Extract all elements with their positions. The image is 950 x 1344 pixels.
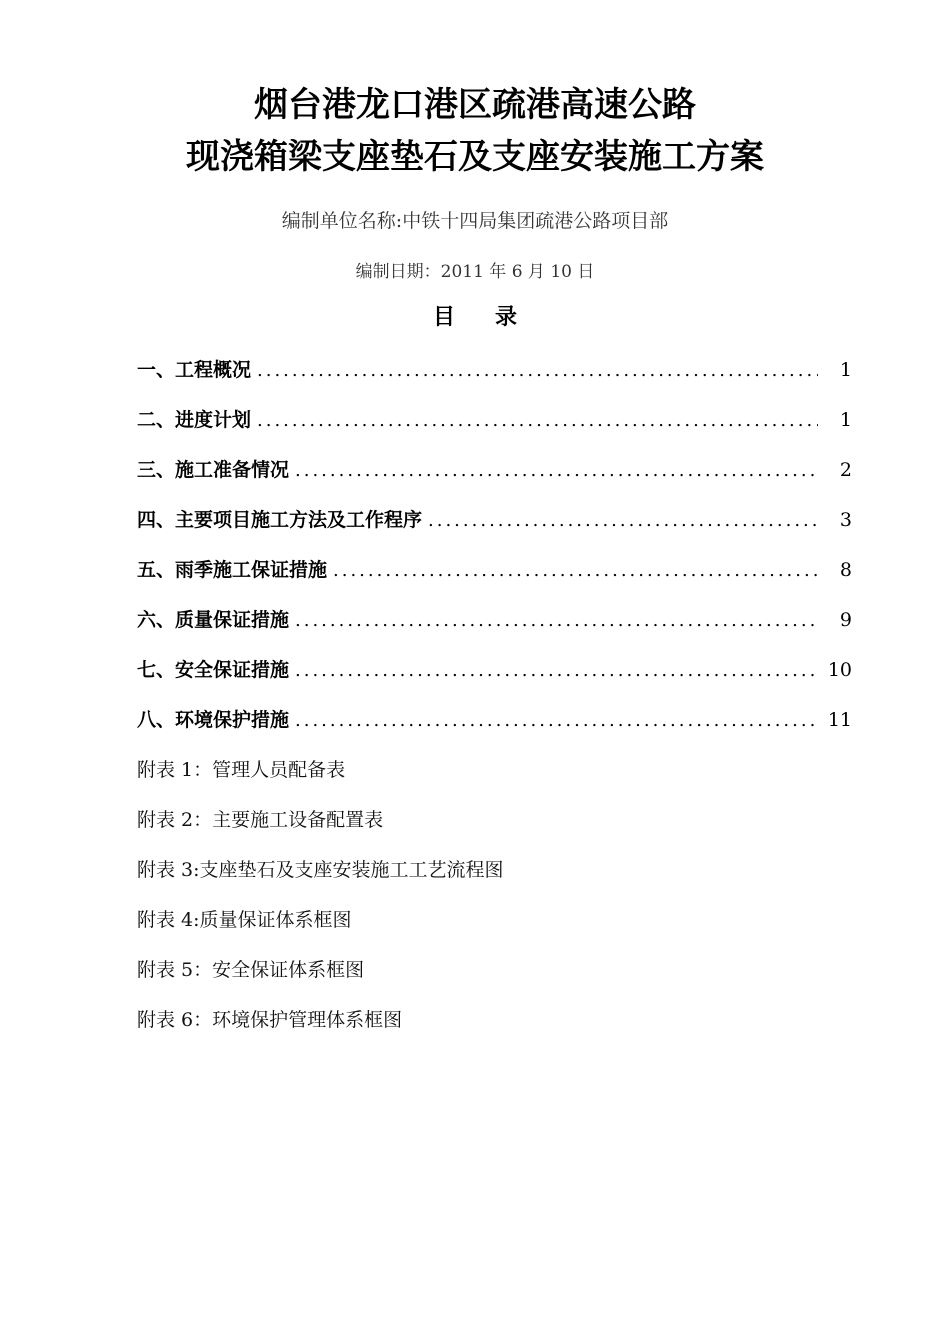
date-line: 编制日期：2011 年 6 月 10 日 bbox=[355, 262, 595, 282]
toc-leader-dots bbox=[251, 353, 818, 389]
organization-line: 编制单位名称:中铁十四局集团疏港公路项目部 bbox=[281, 210, 669, 232]
document-title-line1: 烟台港龙口港区疏港高速公路 bbox=[254, 85, 696, 125]
toc-entry-page: 2 bbox=[839, 459, 852, 481]
table-of-contents bbox=[137, 352, 852, 752]
toc-entry-label: 四、主要项目施工方法及工作程序 bbox=[137, 509, 423, 531]
appendix-item: 附表 3:支座垫石及支座安装施工工艺流程图 bbox=[137, 859, 504, 881]
toc-entry-page: 1 bbox=[839, 359, 852, 381]
toc-leader-dots bbox=[251, 403, 818, 439]
appendix-item: 附表 2：主要施工设备配置表 bbox=[137, 809, 384, 831]
toc-entry-label: 一、工程概况 bbox=[137, 359, 252, 381]
toc-leader-dots bbox=[289, 703, 818, 739]
appendix-item: 附表 1：管理人员配备表 bbox=[137, 759, 346, 781]
toc-entry-page: 9 bbox=[839, 609, 852, 631]
toc-entry-label: 三、施工准备情况 bbox=[137, 459, 290, 481]
toc-leader-dots bbox=[327, 553, 818, 589]
toc-entry[interactable] bbox=[137, 502, 852, 552]
toc-entry-page: 1 bbox=[839, 409, 852, 431]
toc-entry-label: 五、雨季施工保证措施 bbox=[137, 559, 328, 581]
toc-entry[interactable] bbox=[137, 402, 852, 452]
toc-leader-dots bbox=[289, 603, 818, 639]
toc-entry[interactable] bbox=[137, 352, 852, 402]
appendix-item: 附表 6：环境保护管理体系框图 bbox=[137, 1009, 403, 1031]
appendix-item: 附表 4:质量保证体系框图 bbox=[137, 909, 352, 931]
toc-heading-right: 录 bbox=[495, 305, 518, 330]
toc-entry-page: 8 bbox=[839, 559, 852, 581]
toc-entry-page: 10 bbox=[827, 659, 852, 681]
toc-entry[interactable] bbox=[137, 602, 852, 652]
toc-leader-dots bbox=[289, 653, 818, 689]
appendix-item: 附表 5：安全保证体系框图 bbox=[137, 959, 365, 981]
toc-entry-page: 11 bbox=[827, 709, 852, 731]
toc-entry[interactable] bbox=[137, 652, 852, 702]
document-title-line2: 现浇箱梁支座垫石及支座安装施工方案 bbox=[186, 137, 764, 177]
toc-entry-label: 八、环境保护措施 bbox=[137, 709, 290, 731]
toc-entry-label: 七、安全保证措施 bbox=[137, 659, 290, 681]
appendix-list bbox=[137, 752, 852, 1052]
toc-entry-page: 3 bbox=[839, 509, 852, 531]
toc-leader-dots bbox=[289, 453, 818, 489]
toc-entry[interactable] bbox=[137, 552, 852, 602]
toc-entry[interactable] bbox=[137, 452, 852, 502]
toc-entry[interactable] bbox=[137, 702, 852, 752]
toc-entry-label: 六、质量保证措施 bbox=[137, 609, 290, 631]
toc-heading bbox=[0, 303, 950, 333]
toc-leader-dots bbox=[422, 503, 818, 539]
toc-entry-label: 二、进度计划 bbox=[137, 409, 252, 431]
toc-heading-left: 目 bbox=[432, 305, 455, 330]
